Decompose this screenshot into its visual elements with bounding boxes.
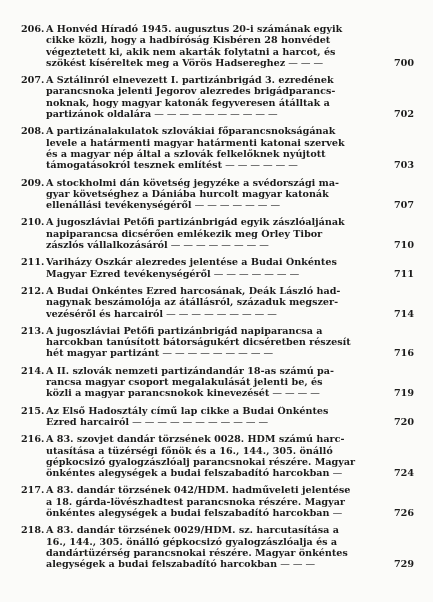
entry-title-line	[46, 525, 388, 536]
entry-title-line	[46, 286, 388, 297]
table-of-contents	[0, 24, 433, 570]
entry-title-text: A 83. szovjet dandár törzsének 0028. HDM számú harc-	[46, 434, 345, 446]
entry-title-text: Ezred harcairól	[46, 416, 130, 428]
leader-dashes: —	[332, 468, 343, 480]
entry-number: 207.	[21, 75, 45, 87]
entry-number: 206.	[21, 24, 45, 35]
entry-number: 218.	[21, 525, 45, 537]
entry-title-text: és a magyar nép által a szlovák felkelőknek nyújtott	[46, 148, 326, 160]
entry-number: 209.	[21, 177, 45, 189]
entry-title-text: támogatásokról tesznek említést	[46, 160, 223, 172]
entry-title-text: A Sztálinról elnevezett I. partizánbrigád 3. ezredének	[46, 75, 334, 87]
entry-title-text: alegységek a budai felszabadító harcokban	[46, 559, 278, 571]
entry-title-line	[46, 160, 388, 171]
toc-entry	[0, 326, 433, 360]
leader-dashes: — — — — — — — — —	[162, 348, 274, 360]
entry-title-line	[46, 58, 388, 69]
entry-title-line	[46, 417, 388, 428]
entry-title-text: 16., 144., 305. önálló gépkocsizó gyalogzászlóalja és a	[46, 536, 338, 548]
entry-title-line	[46, 217, 388, 228]
entry-title-line	[46, 24, 388, 35]
entry-title-line	[46, 434, 388, 445]
entry-title-text: A partizánalakulatok szlovákiai főparancsnokságának	[46, 126, 336, 138]
entry-title-text: önkéntes alegységek a budai felszabadító harcokban	[46, 468, 330, 480]
entry-title-text: napiparancsa dicsérően emlékezik meg Örley Tibor	[46, 228, 323, 240]
entry-title-line	[46, 446, 388, 457]
toc-entry	[0, 178, 433, 212]
entry-title-line	[46, 348, 388, 359]
page-number: 711	[394, 268, 415, 280]
entry-title-text: zászlós vállalkozásáról	[46, 240, 168, 252]
entry-title-text: cikke közli, hogy a hadbíróság Kisbéren 28 honvédet	[46, 35, 331, 47]
entry-title-text: gyar követséghez a Dániába hurcolt magyar katonák	[46, 188, 329, 200]
entry-title-text: partizánok oldalára	[46, 109, 152, 121]
entry-title-line	[46, 75, 388, 86]
entry-number: 217.	[21, 485, 45, 497]
entry-title-line	[46, 457, 388, 468]
entry-title-line	[46, 326, 388, 337]
entry-title-line	[46, 297, 388, 308]
leader-dashes: — — —	[288, 57, 324, 69]
entry-title-text: Az Első Hadosztály című lap cikke a Budai Önkéntes	[46, 405, 329, 417]
entry-number: 215.	[21, 405, 45, 417]
entry-title-line	[46, 126, 388, 137]
page-number: 714	[394, 308, 415, 320]
page-number: 703	[394, 160, 415, 172]
entry-title-line	[46, 240, 388, 251]
entry-title-text: szökést kíséreltek meg a Vörös Hadsereghez	[46, 57, 286, 69]
entry-title-line	[46, 309, 388, 320]
entry-title-line	[46, 537, 388, 548]
entry-title-line	[46, 47, 388, 58]
entry-title-text: a 18. gárda-lövészhadtest parancsnoka részére. Magyar	[46, 496, 345, 508]
entry-title-line	[46, 508, 388, 519]
entry-title-line	[46, 468, 388, 479]
page-number: 710	[394, 240, 415, 252]
page-number: 702	[394, 109, 415, 121]
entry-title-line	[46, 388, 388, 399]
entry-title-line	[46, 366, 388, 377]
entry-number: 214.	[21, 365, 45, 377]
entry-title-line	[46, 86, 388, 97]
entry-title-line	[46, 377, 388, 388]
page-number: 716	[394, 348, 415, 360]
toc-entry	[0, 217, 433, 251]
entry-title-line	[46, 35, 388, 46]
page-number: 720	[394, 416, 415, 428]
toc-entry	[0, 525, 433, 570]
page-number: 707	[394, 200, 415, 212]
entry-number: 213.	[21, 325, 45, 337]
entry-title-text: gépkocsizó gyalogzászlóalj parancsnokai részére. Magyar	[46, 456, 356, 468]
entry-title-line	[46, 189, 388, 200]
entry-title-text: önkéntes alegységek a budai felszabadító harcokban	[46, 507, 330, 519]
toc-entry	[0, 434, 433, 479]
toc-entry	[0, 286, 433, 320]
entry-title-text: Magyar Ezred tevékenységéről	[46, 268, 211, 280]
entry-title-text: A Honvéd Híradó 1945. augusztus 20-i számának egyik	[46, 24, 343, 35]
page-number: 724	[394, 468, 415, 480]
entry-title-text: A 83. dandár törzsének 0029/HDM. sz. harcutasítása a	[46, 525, 339, 537]
entry-title-text: A Budai Önkéntes Ezred harcosának, Deák László had-	[46, 285, 341, 297]
entry-title-line	[46, 138, 388, 149]
entry-title-line	[46, 178, 388, 189]
entry-number: 212.	[21, 285, 45, 297]
entry-title-line	[46, 559, 388, 570]
entry-title-line	[46, 200, 388, 211]
toc-entry	[0, 24, 433, 69]
entry-title-line	[46, 229, 388, 240]
toc-entry	[0, 75, 433, 120]
leader-dashes: — — — — — — — — — —	[154, 109, 278, 121]
entry-title-text: harcokban tanúsított bátorságukért dicséretben részesít	[46, 337, 351, 349]
entry-title-text: végeztetett ki, akik nem akarták folytatni a harcot, és	[46, 46, 336, 58]
leader-dashes: — — — — — — — —	[170, 240, 269, 252]
leader-dashes: — — —	[280, 559, 316, 571]
entry-number: 208.	[21, 126, 45, 138]
page-number: 729	[394, 559, 415, 571]
entry-title-line	[46, 548, 388, 559]
entry-number: 211.	[21, 257, 45, 269]
entry-title-text: levele a határmenti magyar határmenti katonai szervek	[46, 137, 345, 149]
leader-dashes: — — — — — — —	[194, 200, 281, 212]
entry-title-text: utasítása a tüzérségi főnök és a 16., 144., 305. önálló	[46, 445, 333, 457]
entry-title-text: parancsnoka jelenti Jegorov alezredes brigádparancs-	[46, 86, 336, 98]
toc-entry	[0, 126, 433, 171]
entry-title-line	[46, 149, 388, 160]
entry-title-text: nagynak beszámolója az átállásról, századuk megszer-	[46, 297, 339, 309]
entry-title-line	[46, 98, 388, 109]
entry-title-text: noknak, hogy magyar katonák fegyveresen átálltak a	[46, 97, 330, 109]
toc-entry	[0, 366, 433, 400]
entry-title-text: A jugoszláviai Petőfi partizánbrigád egyik zászlóaljának	[46, 217, 345, 229]
entry-title-line	[46, 485, 388, 496]
entry-title-text: hét magyar partizánt	[46, 348, 160, 360]
entry-title-line	[46, 269, 388, 280]
leader-dashes: — — — — — — — — — — —	[132, 416, 269, 428]
entry-title-text: A jugoszláviai Petőfi partizánbrigád napiparancsa a	[46, 325, 323, 337]
leader-dashes: — — — — — — —	[213, 268, 300, 280]
entry-number: 216.	[21, 434, 45, 446]
leader-dashes: — — — — — —	[225, 160, 298, 172]
entry-title-text: vezéséről és harcairól	[46, 308, 164, 320]
entry-title-text: Variházy Oszkár alezredes jelentése a Budai Önkéntes	[46, 257, 337, 269]
entry-title-line	[46, 406, 388, 417]
page-number: 700	[394, 57, 415, 69]
entry-title-line	[46, 497, 388, 508]
entry-title-text: A stockholmi dán követség jegyzéke a svédországi ma-	[46, 177, 340, 189]
entry-title-text: ellenállási tevékenységéről	[46, 200, 192, 212]
leader-dashes: — — — — — — — — —	[166, 308, 277, 320]
entry-title-text: dandártüzérség parancsnokai részére. Magyar önkéntes	[46, 547, 348, 559]
toc-entry	[0, 485, 433, 519]
entry-title-text: rancsa magyar csoport megalakulását jelenti be, és	[46, 377, 323, 389]
entry-title-line	[46, 109, 388, 120]
leader-dashes: — — — —	[272, 388, 320, 400]
entry-number: 210.	[21, 217, 45, 229]
leader-dashes: —	[332, 507, 343, 519]
page-number: 726	[394, 507, 415, 519]
page-number: 719	[394, 388, 415, 400]
toc-entry	[0, 257, 433, 280]
toc-entry	[0, 406, 433, 429]
entry-title-text: A II. szlovák nemzeti partizándandár 18-as számú pa-	[46, 365, 334, 377]
entry-title-text: A 83. dandár törzsének 042/HDM. hadműveleti jelentése	[46, 485, 351, 497]
entry-title-line	[46, 337, 388, 348]
entry-title-text: közli a magyar parancsnokok kinevezését	[46, 388, 270, 400]
entry-title-line	[46, 257, 388, 268]
